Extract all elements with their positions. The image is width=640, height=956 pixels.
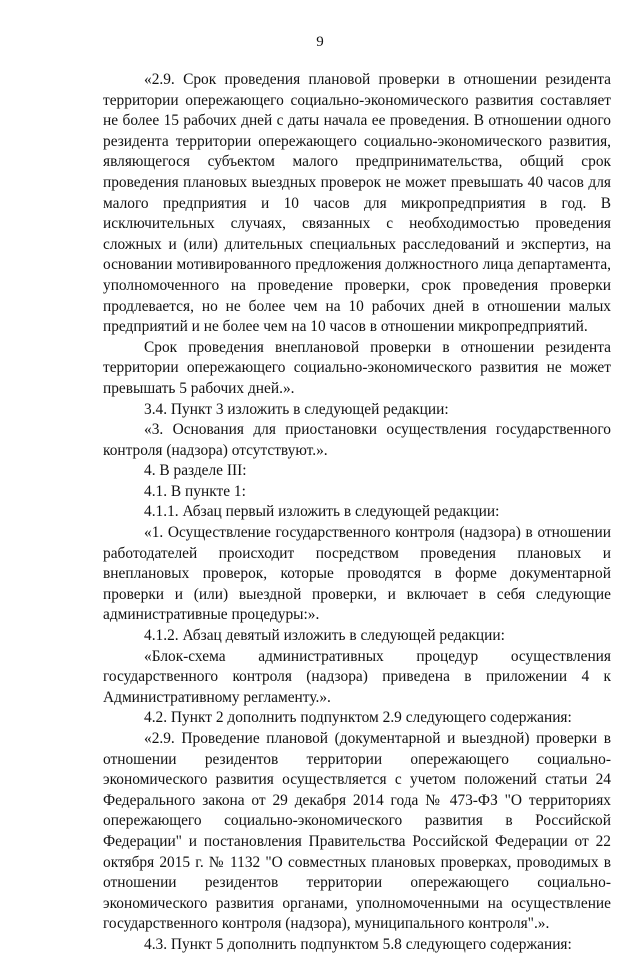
- paragraph-3-4: 3.4. Пункт 3 изложить в следующей редакции:: [144, 400, 449, 418]
- paragraph-4-2: 4.2. Пункт 2 дополнить подпунктом 2.9 следующего содержания:: [144, 709, 572, 727]
- paragraph-3-suspension-grounds: «3. Основания для приостановки осуществления государственного контроля (надзора) отсутствуют.».: [103, 421, 611, 459]
- paragraph-block-diagram: «Блок-схема административных процедур осуществления государственного контроля (надзора) приведена в приложении 4 к Административному регламенту.».: [103, 647, 611, 706]
- paragraph-4-1: 4.1. В пункте 1:: [144, 482, 246, 500]
- paragraph-4-section-iii: 4. В разделе III:: [144, 462, 247, 480]
- document-body: [103, 70, 611, 956]
- paragraph-4-1-2: 4.1.2. Абзац девятый изложить в следующей редакции:: [144, 627, 505, 645]
- paragraph-4-3: 4.3. Пункт 5 дополнить подпунктом 5.8 следующего содержания:: [144, 935, 572, 953]
- paragraph-2-9-planned-inspection-term: «2.9. Срок проведения плановой проверки в отношении резидента территории опережающего социально-экономического развития составляет не более 15 рабочих дней с даты начала ее проведения. В отношении одного резидента территории опережающего социально-экономического развития, являющегося субъектом малого предпринимательства, общий срок проведения плановых выездных проверок не может превышать 40 часов для малого предприятия и 10 часов для микропредприятия в год. В исключительных случаях, связанных с необходимостью проведения сложных и (или) длительных специальных расследований и экспертиз, на основании мотивированного предложения должностного лица департамента, уполномоченного на проведение проверки, срок проведения проверки продлевается, но не более чем на 10 рабочих дней в отношении малых предприятий и не более чем на 10 часов в отношении микропредприятий.: [103, 71, 611, 336]
- page-number: 9: [316, 34, 324, 50]
- paragraph-4-1-1: 4.1.1. Абзац первый изложить в следующей редакции:: [144, 503, 500, 521]
- paragraph-1-state-control: «1. Осуществление государственного контроля (надзора) в отношении работодателей происходит посредством проведения плановых и внеплановых проверок, которые проводятся в форме документарной проверки и (или) выездной проверки, и включает в себя следующие административные процедуры:».: [103, 524, 611, 624]
- paragraph-unscheduled-inspection-term: Срок проведения внеплановой проверки в отношении резидента территории опережающего социально-экономического развития не может превышать 5 рабочих дней.».: [103, 338, 611, 397]
- paragraph-2-9-joint-inspection: «2.9. Проведение плановой (документарной и выездной) проверки в отношении резидентов территории опережающего социально-экономического развития осуществляется с учетом положений статьи 24 Федерального закона от 29 декабря 2014 года № 473-ФЗ "О территориях опережающего социально-экономического развития в Российской Федерации" и постановления Правительства Российской Федерации от 22 октября 2015 г. № 1132 "О совместных плановых проверках, проводимых в отношении резидентов территории опережающего социально-экономического развития органами, уполномоченными на осуществление государственного контроля (надзора), муниципального контроля".».: [103, 730, 611, 933]
